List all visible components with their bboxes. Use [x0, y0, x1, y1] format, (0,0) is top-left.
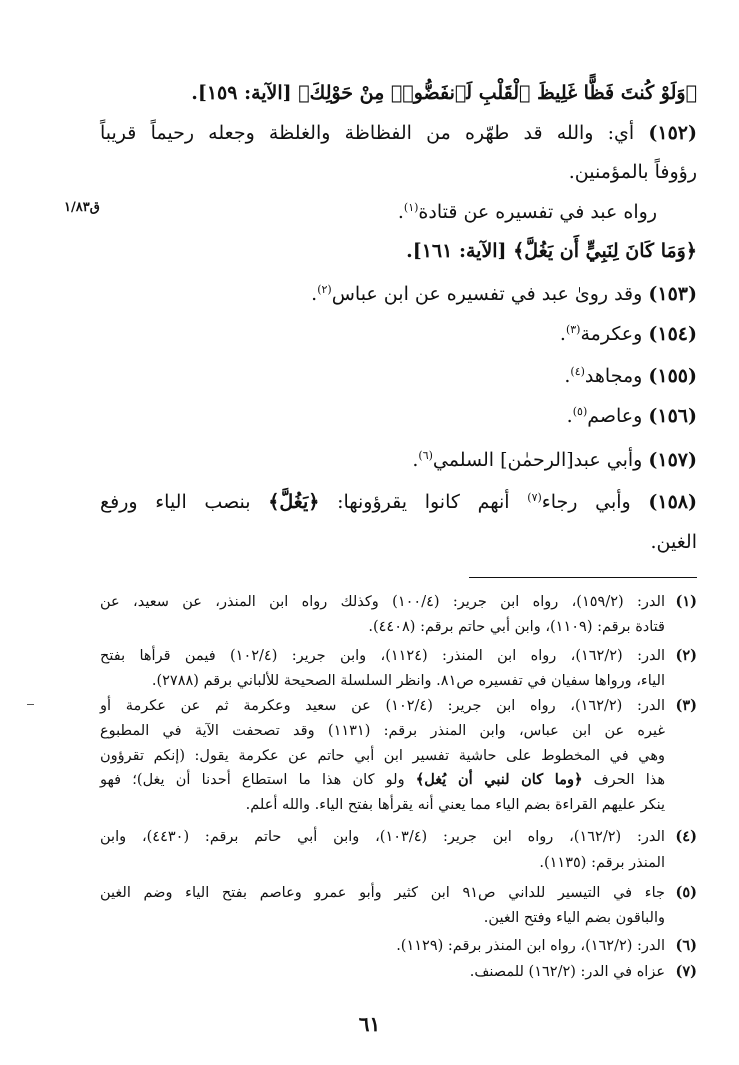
footnote-ref-3: (٣) [565, 323, 581, 336]
footnote-ref-5: (٥) [572, 405, 588, 418]
footnote-number: (٤) [675, 828, 697, 845]
footnote-7: (٧)عزاه في الدر: (١٦٢/٢) للمصنف. [100, 960, 697, 984]
page-number: ٦١ [358, 1012, 381, 1036]
margin-manuscript-note: ق١/٨٣ [64, 200, 100, 215]
footnote-number: (٥) [675, 884, 697, 901]
footnote-4: (٤)الدر: (١٦٢/٢)، رواه ابن جرير: (١٠٣/٤)، وابن أبي حاتم برقم: (٤٤٣٠)، وابن [100, 825, 697, 849]
footnote-2-continued: الياء، ورواها سفيان في تفسيره ص٨١. وانظر السلسلة الصحيحة للألباني برقم (٢٧٨٨). [151, 673, 665, 689]
footnote-2: (٢)الدر: (١٦٢/٢)، رواه ابن المنذر: (١١٢٤)، وابن جرير: (١٠٢/٤) فيمن قرأها بفتح [100, 644, 697, 668]
footnote-1-continued: قتادة برقم: (١١٠٩)، وابن أبي حاتم برقم: (٤٤٠٨). [368, 619, 665, 635]
paragraph-number: (١٥٣) [648, 283, 697, 305]
verse-159: ﴿وَلَوْ كُنتَ فَظًّا غَلِيظَ ٱلْقَلْبِ لَٱنفَضُّوا۟ مِنْ حَوْلِكَ﴾ [الآية: ١٥٩]. [191, 82, 697, 104]
paragraph-152-reference: رواه عبد في تفسيره عن قتادة$^{(١)}$. [397, 201, 657, 223]
paragraph-155: (١٥٥) ومجاهد$^{(٤)}$. [564, 365, 697, 387]
footnote-ref-2: (٢) [317, 283, 332, 296]
footnote-4-continued: المنذر برقم: (١١٣٥). [539, 855, 665, 871]
footnote-3-line-3: وهي في المخطوط على حاشية تفسير ابن أبي حاتم عن عكرمة يقول: (إنكم تقرؤون [100, 748, 665, 764]
paragraph-154: (١٥٤) وعكرمة$^{(٣)}$. [559, 323, 697, 345]
paragraph-158: (١٥٨) وأبي رجاء$^{(٧)}$ أنهم كانوا يقرؤونها: ﴿يَغُلَّ﴾ بنصب الياء ورفع [100, 491, 697, 513]
footnote-3-line-5: ينكر عليهم القراءة بضم الياء مما يعني أنه يقرأها بفتح الياء. والله أعلم. [245, 797, 665, 813]
footnote-ref-1: (١) [403, 201, 419, 214]
paragraph-157: (١٥٧) وأبي عبد[الرحمٰن] السلمي$^{(٦)}$. [412, 449, 697, 471]
paragraph-number: (١٥٢) [648, 122, 698, 144]
footnote-number: (١) [675, 593, 697, 610]
footnote-3-line-4: هذا الحرف ﴿وما كان لنبي أن يُغل﴾ ولو كان هذا ما استطاع أحدنا أن يغل)؛ فهو [100, 771, 665, 788]
footnote-3: (٣)الدر: (١٦٢/٢)، رواه ابن جرير: (١٠٢/٤) عن سعيد وعكرمة ثم عن عكرمة أو [100, 694, 697, 718]
paragraph-152-continued: رؤوفاً بالمؤمنين. [568, 161, 697, 183]
footnote-ref-7: (٧) [527, 491, 542, 504]
footnote-separator [469, 577, 697, 578]
paragraph-number: (١٥٧) [648, 449, 697, 471]
paragraph-152: (١٥٢) أي: والله قد طهّره من الفظاظة والغلظة وجعله رحيماً قريباً [100, 122, 698, 144]
paragraph-number: (١٥٤) [648, 323, 697, 345]
paragraph-number: (١٥٦) [648, 405, 697, 427]
footnote-number: (٣) [675, 697, 697, 714]
paragraph-number: (١٥٨) [648, 491, 697, 513]
footnote-number: (٢) [675, 647, 698, 664]
margin-mark [27, 704, 34, 705]
footnote-3-line-2: غيره عن ابن عباس، وابن المنذر برقم: (١١٣١) وقد تصحفت الآية في المطبوع [100, 723, 665, 739]
footnote-ref-6: (٦) [418, 449, 433, 462]
footnote-ref-4: (٤) [570, 365, 585, 378]
paragraph-158-continued: الغين. [650, 531, 697, 553]
footnote-number: (٧) [675, 963, 697, 980]
footnote-5-continued: والباقون بضم الياء وفتح الغين. [483, 910, 665, 926]
paragraph-153: (١٥٣) وقد روىٰ عبد في تفسيره عن ابن عباس$^{(٢)}$. [311, 283, 697, 305]
verse-161: ﴿وَمَا كَانَ لِنَبِيٍّ أَن يَغُلَّ﴾ [الآية: ١٦١]. [406, 240, 697, 262]
paragraph-number: (١٥٥) [648, 365, 697, 387]
footnote-1: (١)الدر: (١٥٩/٢)، رواه ابن جرير: (١٠٠/٤) وكذلك رواه ابن المنذر، عن سعيد، عن [100, 590, 697, 614]
paragraph-156: (١٥٦) وعاصم$^{(٥)}$. [566, 405, 697, 427]
footnote-6: (٦)الدر: (١٦٢/٢)، رواه ابن المنذر برقم: (١١٢٩). [100, 934, 697, 958]
footnote-number: (٦) [675, 937, 697, 954]
footnote-5: (٥)جاء في التيسير للداني ص٩١ ابن كثير وأبو عمرو وعاصم بفتح الياء وضم الغين [100, 881, 697, 905]
